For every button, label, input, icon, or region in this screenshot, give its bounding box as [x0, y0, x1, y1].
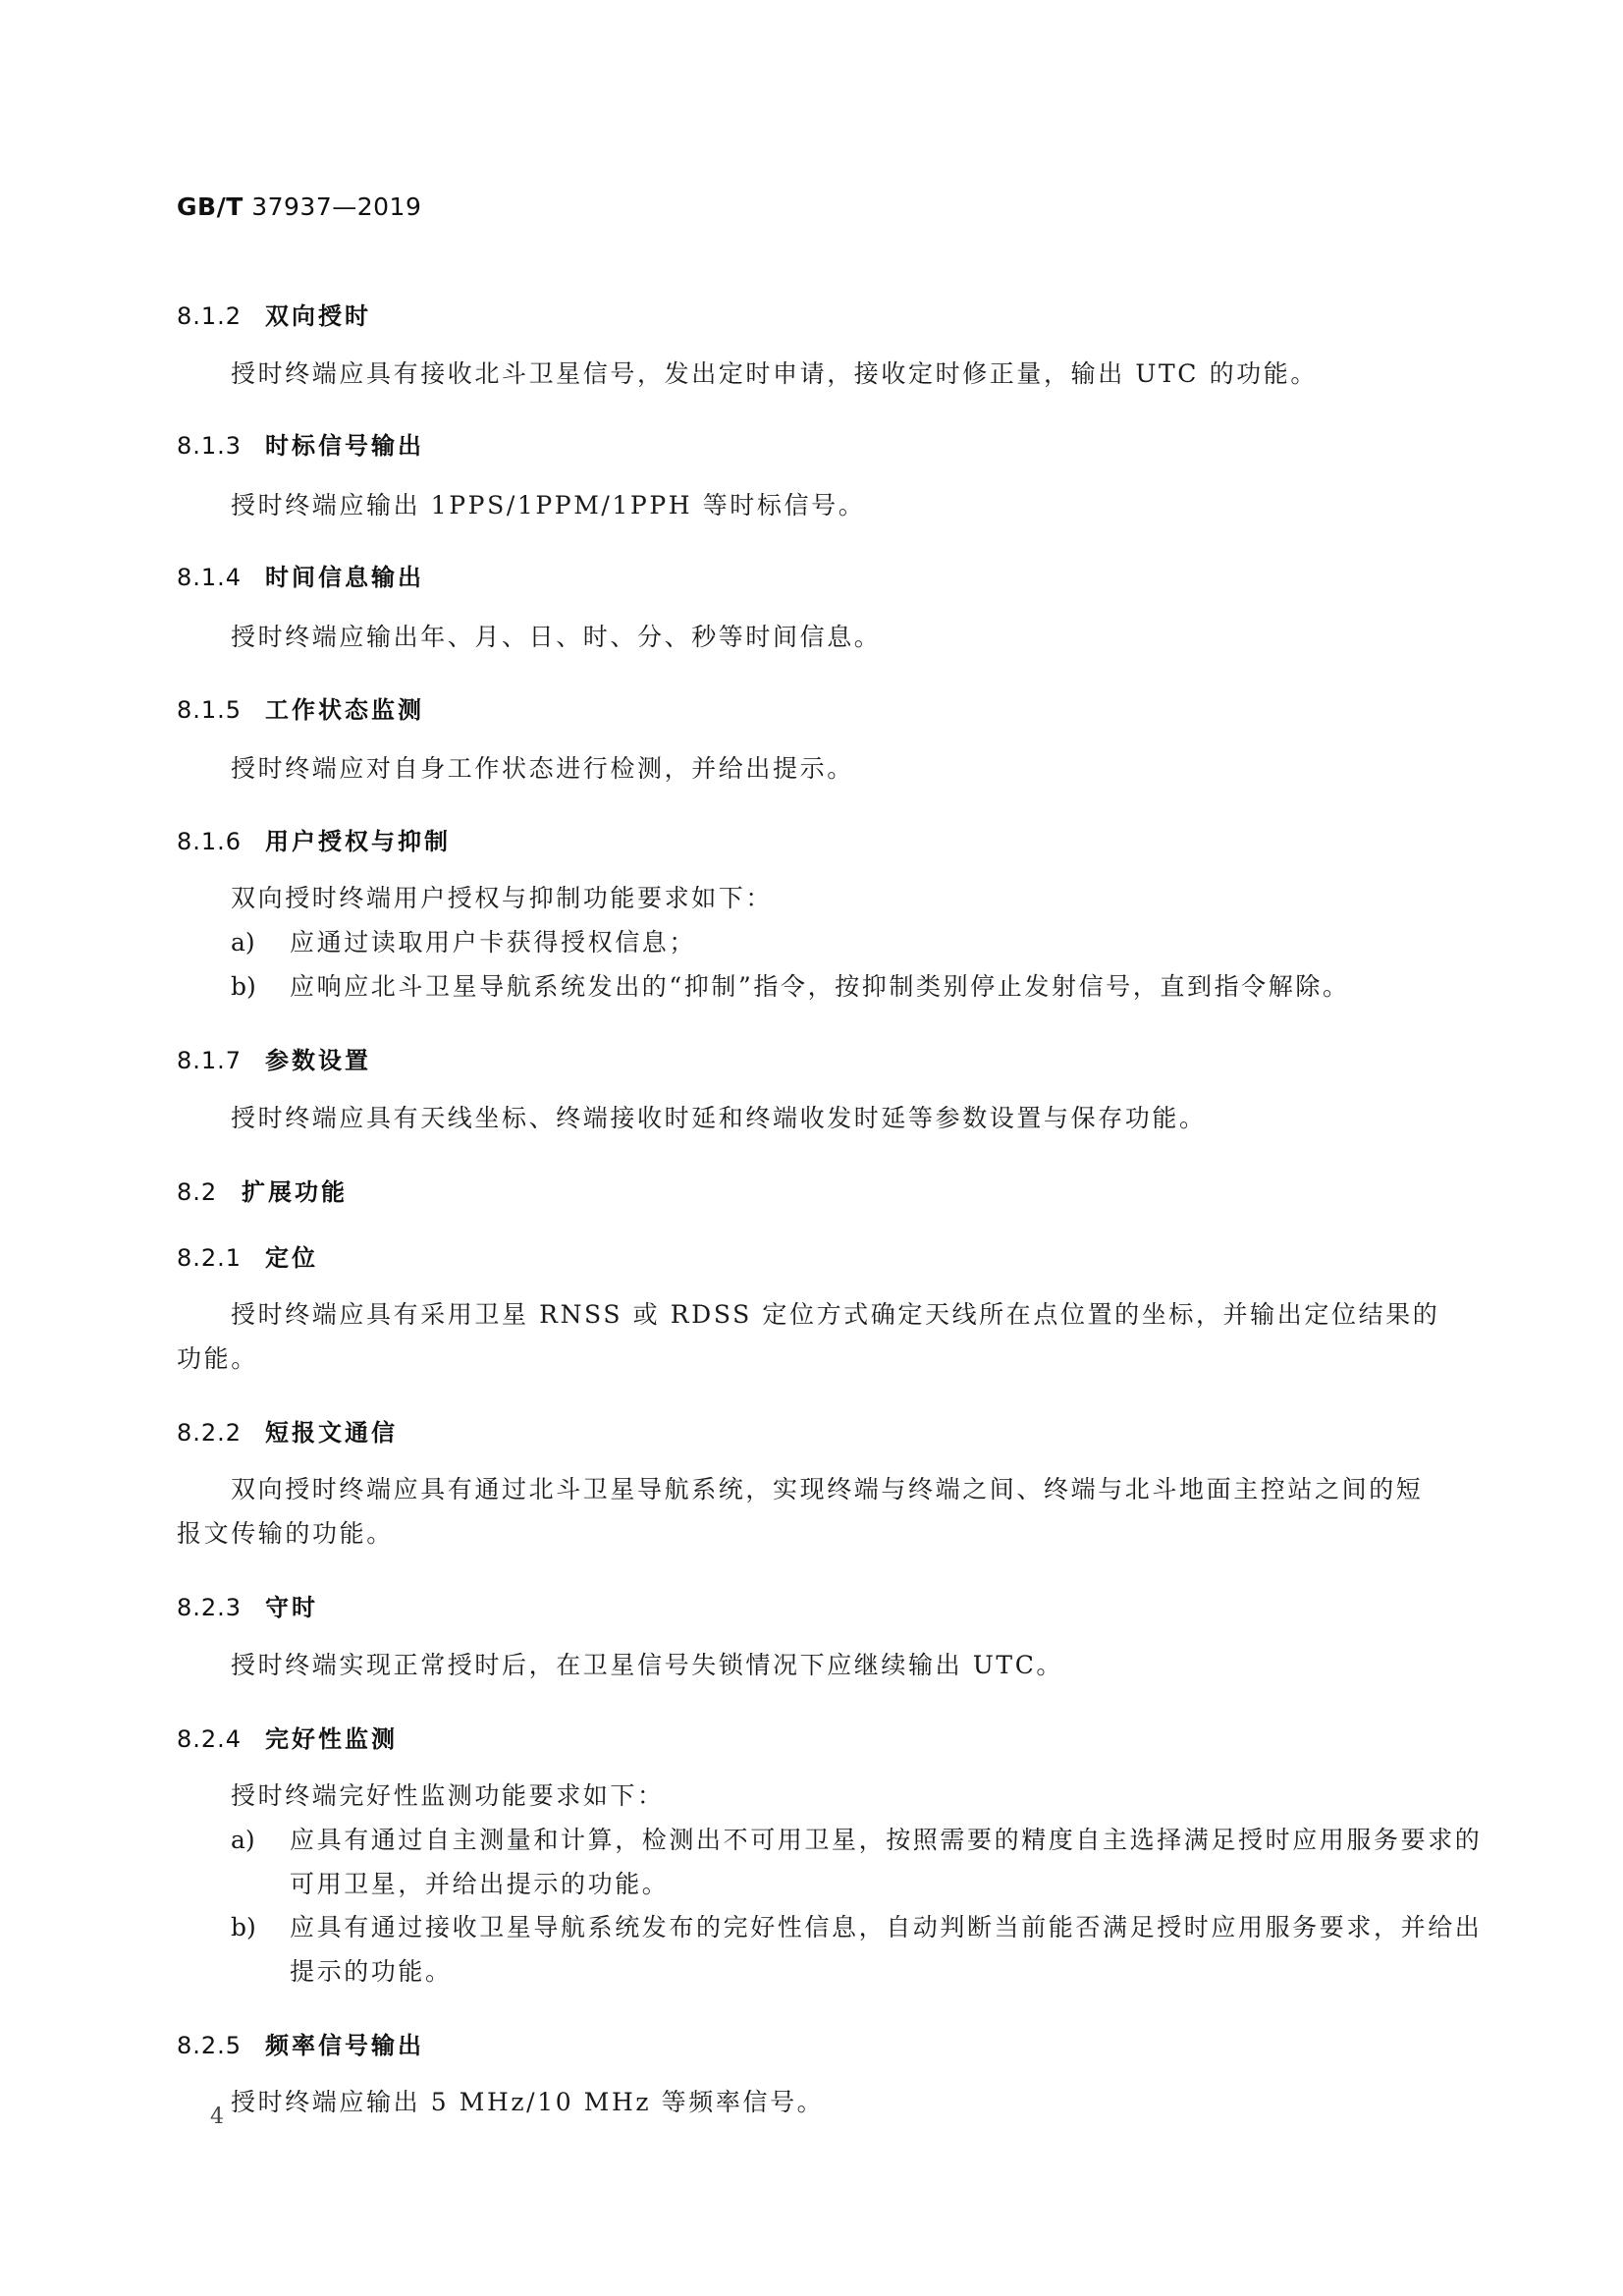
- paragraph-8-1-2: 授时终端应具有接收北斗卫星信号，发出定时申请，接收定时修正量，输出 UTC 的功能。: [231, 359, 1318, 388]
- heading-8-1-4: 8.1.4 时间信息输出: [177, 564, 424, 591]
- paragraph-8-2-2: 双向授时终端应具有通过北斗卫星导航系统，实现终端与终端之间、终端与北斗地面主控站之间的短报文传输的功能。: [177, 1475, 1424, 1548]
- heading-8-1-6: 8.1.6 用户授权与抑制: [177, 828, 451, 855]
- paragraph-8-1-5: 授时终端应对自身工作状态进行检测，并给出提示。: [231, 754, 854, 783]
- heading-8-1-7: 8.1.7 参数设置: [177, 1047, 371, 1074]
- heading-8-2-3: 8.2.3 守时: [177, 1594, 318, 1621]
- heading-8-2-2: 8.2.2 短报文通信: [177, 1419, 398, 1447]
- standard-number: GB/T 37937—2019: [177, 192, 422, 221]
- list-item-8-2-4-a: a) 应具有通过自主测量和计算，检测出不可用卫星，按照需要的精度自主选择满足授时应用服务要求的可用卫星，并给出提示的功能。: [231, 1826, 1483, 1898]
- page-number: 4: [210, 2105, 224, 2129]
- heading-8-1-3: 8.1.3 时标信号输出: [177, 432, 424, 460]
- paragraph-8-1-4: 授时终端应输出年、月、日、时、分、秒等时间信息。: [231, 623, 882, 651]
- heading-8-1-2: 8.1.2 双向授时: [177, 302, 371, 330]
- paragraph-8-1-7: 授时终端应具有天线坐标、终端接收时延和终端收发时延等参数设置与保存功能。: [231, 1104, 1207, 1132]
- heading-8-1-5: 8.1.5 工作状态监测: [177, 696, 424, 724]
- heading-8-2-4: 8.2.4 完好性监测: [177, 1725, 398, 1753]
- paragraph-8-2-5: 授时终端应输出 5 MHz/10 MHz 等频率信号。: [231, 2088, 825, 2116]
- list-item-8-1-6-b: b) 应响应北斗卫星导航系统发出的“抑制”指令，按抑制类别停止发射信号，直到指令解除。: [231, 972, 1350, 1001]
- heading-8-2: 8.2 扩展功能: [177, 1178, 348, 1206]
- paragraph-8-2-3: 授时终端实现正常授时后，在卫星信号失锁情况下应继续输出 UTC。: [231, 1651, 1064, 1679]
- paragraph-8-1-6-intro: 双向授时终端用户授权与抑制功能要求如下：: [231, 884, 774, 912]
- heading-8-2-1: 8.2.1 定位: [177, 1244, 318, 1272]
- paragraph-8-2-4-intro: 授时终端完好性监测功能要求如下：: [231, 1781, 665, 1810]
- list-item-8-2-4-b: b) 应具有通过接收卫星导航系统发布的完好性信息，自动判断当前能否满足授时应用服务要求，并给出提示的功能。: [231, 1913, 1483, 1986]
- paragraph-8-1-3: 授时终端应输出 1PPS/1PPM/1PPH 等时标信号。: [231, 491, 866, 519]
- paragraph-8-2-1: 授时终端应具有采用卫星 RNSS 或 RDSS 定位方式确定天线所在点位置的坐标，并输出定位结果的功能。: [177, 1300, 1440, 1373]
- heading-8-2-5: 8.2.5 频率信号输出: [177, 2032, 424, 2059]
- list-item-8-1-6-a: a) 应通过读取用户卡获得授权信息；: [231, 928, 697, 957]
